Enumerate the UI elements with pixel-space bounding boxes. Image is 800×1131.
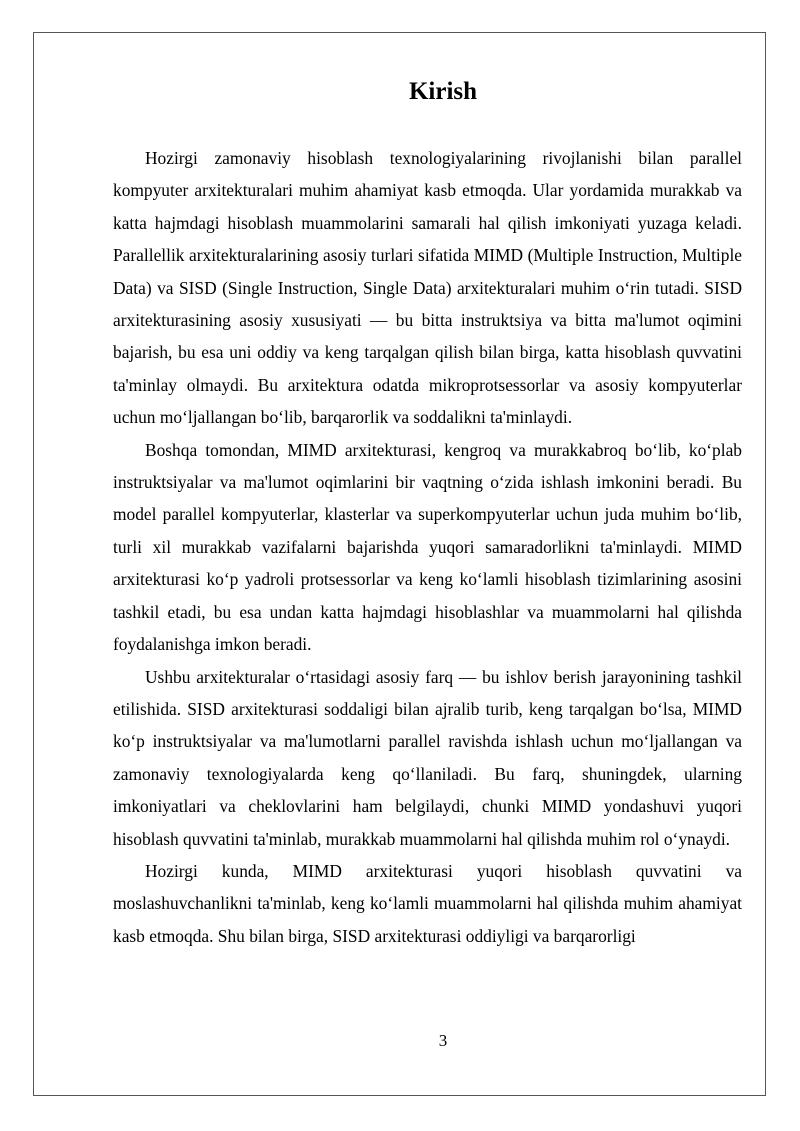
paragraph-1: Hozirgi zamonaviy hisoblash texnologiyalarining rivojlanishi bilan parallel kompyuter arxitekturalari muhim ahamiyat kasb etmoqda. Ular yordamida murakkab va katta hajmdagi hisoblash muammolarini samarali hal qilish imkoniyati yuzaga keladi. Parallellik arxitekturalarining asosiy turlari sifatida MIMD (Multiple Instruction, Multiple Data) va SISD (Single Instruction, Single Data) arxitekturalari muhim oʻrin tutadi. SISD arxitekturasining asosiy xususiyati — bu bitta instruktsiya va bitta ma'lumot oqimini bajarish, bu esa uni oddiy va keng tarqalgan qilish bilan birga, katta hisoblash quvvatini ta'minlay olmaydi. Bu arxitektura odatda mikroprotsessorlar va asosiy kompyuterlar uchun moʻljallangan boʻlib, barqarorlik va soddalikni ta'minlaydi.: [113, 148, 742, 428]
page-number: 3: [438, 1031, 448, 1050]
paragraph-2: Boshqa tomondan, MIMD arxitekturasi, kengroq va murakkabroq boʻlib, koʻplab instruktsiyalar va ma'lumot oqimlarini bir vaqtning oʻzida ishlash imkonini beradi. Bu model parallel kompyuterlar, klasterlar va superkompyuterlar uchun juda muhim boʻlib, turli xil murakkab vazifalarni bajarishda yuqori samaradorlikni ta'minlaydi. MIMD arxitekturasi koʻp yadroli protsessorlar va keng koʻlamli hisoblash tizimlarining asosini tashkil etadi, bu esa undan katta hajmdagi hisoblashlar va muammolarni hal qilishda foydalanishga imkon beradi.: [113, 439, 742, 655]
page-title: Kirish: [408, 78, 478, 105]
paragraph-4: Hozirgi kunda, MIMD arxitekturasi yuqori hisoblash quvvatini va moslashuvchanlikni ta'minlab, keng koʻlamli muammolarni hal qilishda muhim ahamiyat kasb etmoqda. Shu bilan birga, SISD arxitekturasi oddiyligi va barqarorligi: [113, 860, 742, 946]
paragraph-3: Ushbu arxitekturalar oʻrtasidagi asosiy farq — bu ishlov berish jarayonining tashkil etilishida. SISD arxitekturasi soddaligi bilan ajralib turib, keng tarqalgan boʻlsa, MIMD koʻp instruktsiyalar va ma'lumotlarni parallel ravishda ishlash uchun moʻljallangan va zamonaviy texnologiyalarda keng qoʻllaniladi. Bu farq, shuningdek, ularning imkoniyatlari va cheklovlarini ham belgilaydi, chunki MIMD yondashuvi yuqori hisoblash quvvatini ta'minlab, murakkab muammolarni hal qilishda muhim rol oʻynaydi.: [113, 666, 742, 849]
body-text: [113, 142, 742, 952]
